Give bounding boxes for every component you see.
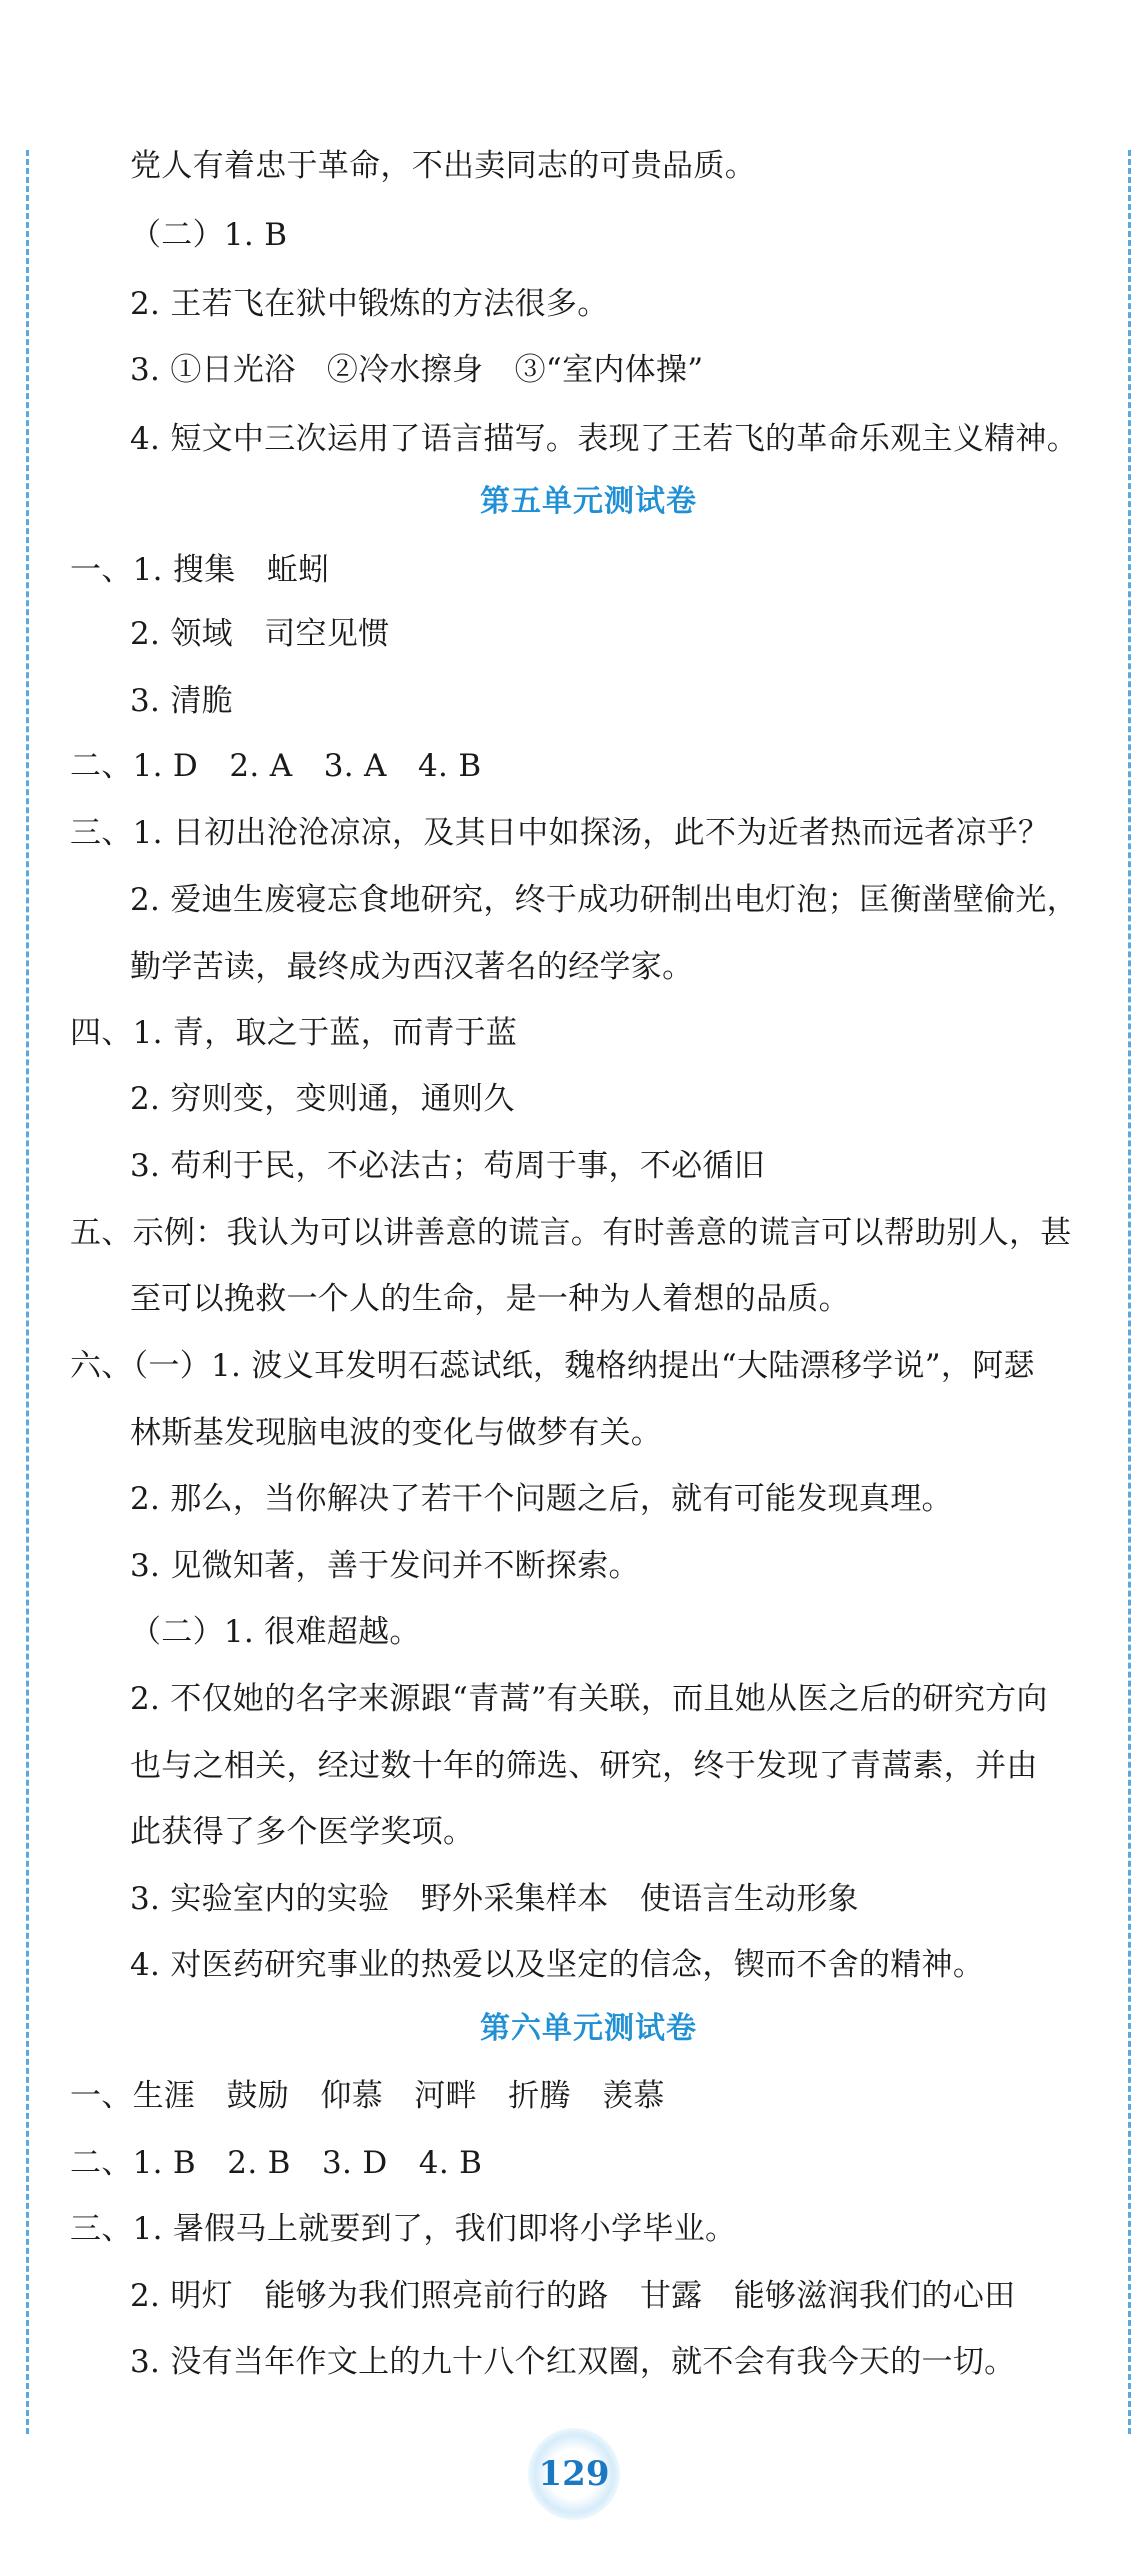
- answer-line: 3. 实验室内的实验 野外采集样本 使语言生动形象: [130, 1881, 859, 1917]
- answer-line: 四、1. 青，取之于蓝，而青于蓝: [70, 1015, 518, 1051]
- answer-line: 2. 那么，当你解决了若干个问题之后，就有可能发现真理。: [130, 1481, 953, 1517]
- answer-line: 党人有着忠于革命，不出卖同志的可贵品质。: [130, 148, 756, 184]
- answer-line: 三、1. 日初出沧沧凉凉，及其日中如探汤，此不为近者热而远者凉乎？: [70, 815, 1050, 851]
- answer-line: （二）1. B: [130, 217, 288, 253]
- unit6-title: 第六单元测试卷: [480, 2011, 697, 2046]
- answer-line: 勤学苦读，最终成为西汉著名的经学家。: [130, 949, 694, 985]
- unit5-title: 第五单元测试卷: [480, 484, 697, 519]
- answer-line: 此获得了多个医学奖项。: [130, 1814, 475, 1850]
- answer-line: 二、1. B 2. B 3. D 4. B: [70, 2145, 483, 2181]
- answer-line: 五、示例：我认为可以讲善意的谎言。有时善意的谎言可以帮助别人，甚: [70, 1215, 1072, 1251]
- answer-line: 4. 短文中三次运用了语言描写。表现了王若飞的革命乐观主义精神。: [130, 421, 1079, 457]
- answer-line: （二）1. 很难超越。: [130, 1614, 421, 1650]
- answer-line: 2. 穷则变，变则通，通则久: [130, 1081, 515, 1117]
- answer-line: 4. 对医药研究事业的热爱以及坚定的信念，锲而不舍的精神。: [130, 1947, 985, 1983]
- answer-line: 2. 爱迪生废寝忘食地研究，终于成功研制出电灯泡；匡衡凿壁偷光，: [130, 882, 1079, 918]
- answer-line: 2. 王若飞在狱中锻炼的方法很多。: [130, 286, 609, 322]
- answer-line: 三、1. 暑假马上就要到了，我们即将小学毕业。: [70, 2211, 737, 2247]
- answer-line: 一、1. 搜集 蚯蚓: [70, 552, 330, 588]
- answer-line: 六、（一）1. 波义耳发明石蕊试纸，魏格纳提出“大陆漂移学说”，阿瑟: [70, 1348, 1035, 1384]
- answer-line: 3. 清脆: [130, 683, 233, 719]
- right-dashed-border: [1128, 150, 1131, 2434]
- answer-line: 二、1. D 2. A 3. A 4. B: [70, 748, 482, 784]
- answer-line: 3. 苟利于民，不必法古；苟周于事，不必循旧: [130, 1148, 766, 1184]
- answer-line: 一、生涯 鼓励 仰慕 河畔 折腾 羡慕: [70, 2078, 665, 2114]
- answer-line: 林斯基发现脑电波的变化与做梦有关。: [130, 1415, 663, 1451]
- left-dashed-border: [26, 150, 29, 2434]
- answer-line: 3. ①日光浴 ②冷水擦身 ③“室内体操”: [130, 352, 704, 388]
- page-number: 129: [538, 2454, 610, 2494]
- answer-line: 至可以挽救一个人的生命，是一种为人着想的品质。: [130, 1281, 850, 1317]
- answer-line: 也与之相关，经过数十年的筛选、研究，终于发现了青蒿素，并由: [130, 1748, 1038, 1784]
- answer-line: 2. 明灯 能够为我们照亮前行的路 甘露 能够滋润我们的心田: [130, 2278, 1016, 2314]
- page-number-badge: [528, 2428, 620, 2520]
- answer-line: 3. 见微知著，善于发问并不断探索。: [130, 1548, 640, 1584]
- answer-line: 3. 没有当年作文上的九十八个红双圈，就不会有我今天的一切。: [130, 2344, 1016, 2380]
- answer-line: 2. 不仅她的名字来源跟“青蒿”有关联，而且她从医之后的研究方向: [130, 1681, 1048, 1717]
- answer-line: 2. 领域 司空见惯: [130, 616, 390, 652]
